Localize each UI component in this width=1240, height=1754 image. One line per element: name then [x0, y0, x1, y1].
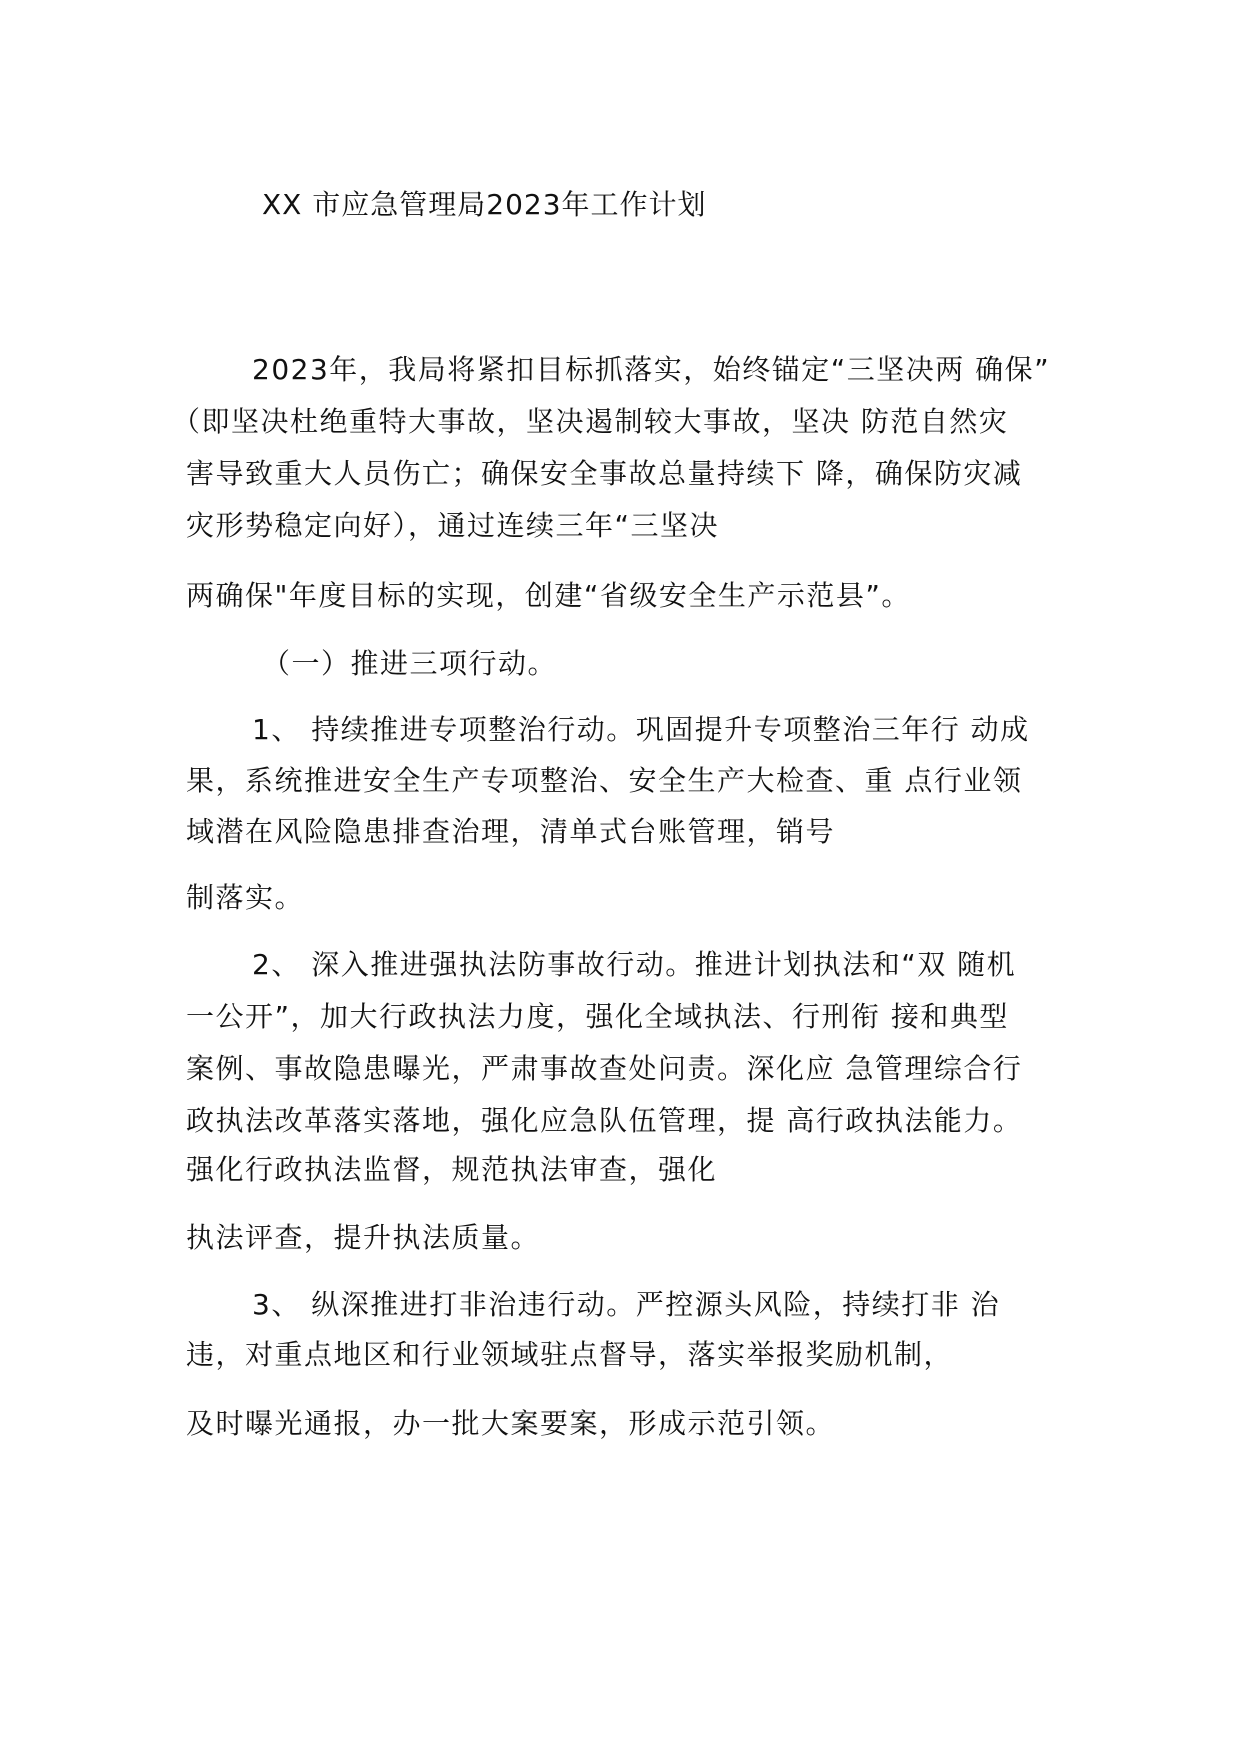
paragraph-line: 两确保"年度目标的实现，创建“省级安全生产示范县”。 [186, 579, 911, 612]
paragraph-line: 2、 深入推进强执法防事故行动。推进计划执法和“双 随机 [252, 948, 1017, 981]
paragraph-line: 及时曝光通报，办一批大案要案，形成示范引领。 [186, 1407, 836, 1440]
paragraph-line: 害导致重大人员伤亡；确保安全事故总量持续下 降，确保防灾减 [186, 457, 1023, 490]
paragraph-line: 果，系统推进安全生产专项整治、安全生产大检查、重 点行业领 [186, 764, 1023, 797]
paragraph-line: 3、 纵深推进打非治违行动。严控源头风险，持续打非 治 [252, 1288, 1001, 1321]
section-heading: （一）推进三项行动。 [262, 647, 558, 680]
paragraph-line: 一公开”，加大行政执法力度，强化全域执法、行刑衔 接和典型 [186, 1000, 1009, 1033]
paragraph-line: 1、 持续推进专项整治行动。巩固提升专项整治三年行 动成 [252, 713, 1030, 746]
paragraph-line: 强化行政执法监督，规范执法审查，强化 [186, 1153, 718, 1186]
paragraph-line: 灾形势稳定向好），通过连续三年“三坚决 [186, 509, 720, 542]
paragraph-line: 制落实。 [186, 881, 305, 914]
paragraph-line: 2023年，我局将紧扣目标抓落实，始终锚定“三坚决两 确保” [252, 353, 1051, 386]
paragraph-line: 违，对重点地区和行业领域驻点督导，落实举报奖励机制， [186, 1338, 954, 1371]
paragraph-line: 执法评查，提升执法质量。 [186, 1221, 541, 1254]
paragraph-line: 政执法改革落实落地，强化应急队伍管理，提 高行政执法能力。 [186, 1104, 1023, 1137]
paragraph-line: 域潜在风险隐患排查治理，清单式台账管理，销号 [186, 815, 836, 848]
paragraph-line: （即坚决杜绝重特大事故，坚决遏制较大事故，坚决 防范自然灾 [172, 405, 1009, 438]
paragraph-line: 案例、事故隐患曝光，严肃事故查处问责。深化应 急管理综合行 [186, 1052, 1023, 1085]
document-title: XX 市应急管理局2023年工作计划 [262, 188, 707, 221]
